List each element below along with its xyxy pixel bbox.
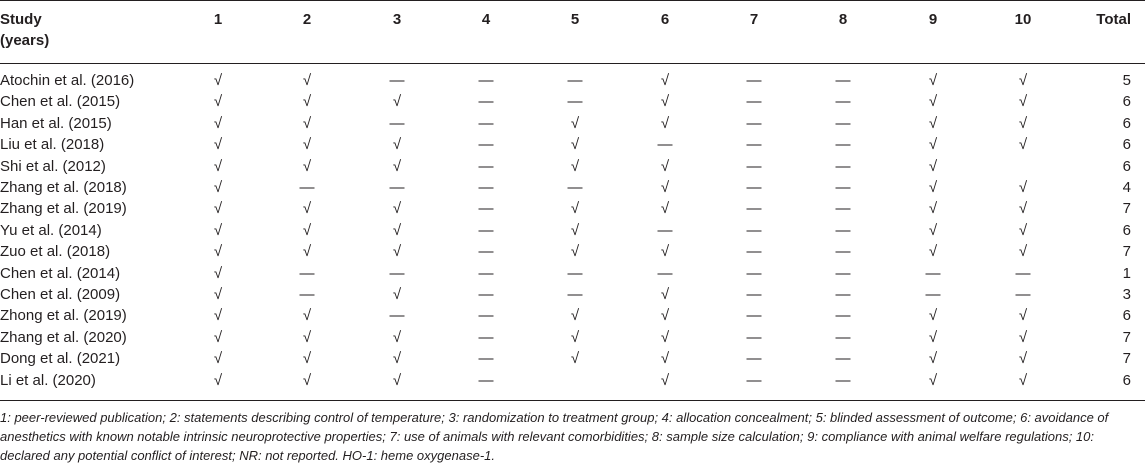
- table-header-rule: [0, 63, 1145, 64]
- header-col-5: 5: [570, 11, 580, 28]
- criterion-mark: —: [567, 179, 583, 196]
- criterion-mark: √: [213, 221, 223, 239]
- criterion-mark: √: [302, 221, 312, 239]
- criterion-mark: —: [835, 350, 851, 368]
- criterion-mark: —: [746, 136, 762, 154]
- criterion-mark: √: [1018, 243, 1028, 261]
- criterion-mark: —: [746, 93, 762, 111]
- header-study: Study (years): [0, 11, 50, 49]
- criterion-mark: √: [213, 350, 223, 368]
- criterion-mark: —: [478, 157, 494, 175]
- total-score: 6: [1122, 157, 1131, 175]
- criterion-mark: √: [392, 200, 402, 218]
- total-score: 1: [1122, 264, 1131, 282]
- criterion-mark: —: [835, 286, 851, 303]
- criterion-mark: √: [928, 179, 938, 196]
- criterion-mark: —: [746, 243, 762, 261]
- criterion-mark: √: [1018, 350, 1028, 368]
- study-name: Atochin et al. (2016): [0, 72, 135, 89]
- header-col-1: 1: [213, 11, 223, 28]
- criterion-mark: √: [660, 371, 670, 389]
- criterion-mark: —: [478, 371, 494, 389]
- criterion-mark: —: [389, 264, 405, 282]
- criterion-mark: √: [1018, 371, 1028, 389]
- criterion-mark: √: [660, 286, 670, 303]
- table-row: [0, 113, 1145, 134]
- criterion-mark: —: [478, 136, 494, 154]
- study-name: Zhang et al. (2020): [0, 328, 127, 346]
- criterion-mark: √: [213, 328, 223, 346]
- criterion-mark: —: [478, 221, 494, 239]
- criterion-mark: √: [570, 221, 580, 239]
- criterion-mark: √: [570, 350, 580, 368]
- criterion-mark: √: [213, 157, 223, 175]
- criterion-mark: √: [392, 157, 402, 175]
- criterion-mark: —: [746, 286, 762, 303]
- criterion-mark: —: [478, 179, 494, 196]
- criterion-mark: —: [925, 264, 941, 282]
- study-name: Li et al. (2020): [0, 371, 96, 389]
- criterion-mark: —: [567, 286, 583, 303]
- criterion-mark: √: [302, 307, 312, 325]
- criterion-mark: √: [213, 243, 223, 261]
- table-row: [0, 327, 1145, 348]
- study-name: Zuo et al. (2018): [0, 243, 111, 261]
- criterion-mark: √: [302, 136, 312, 154]
- criterion-mark: —: [389, 307, 405, 325]
- header-total: Total: [1096, 11, 1131, 28]
- criterion-mark: √: [213, 72, 223, 89]
- criterion-mark: √: [928, 72, 938, 89]
- criterion-mark: —: [389, 114, 405, 132]
- criterion-mark: √: [302, 114, 312, 132]
- criterion-mark: —: [746, 72, 762, 89]
- criterion-mark: √: [570, 157, 580, 175]
- criterion-mark: √: [660, 179, 670, 196]
- table-row: [0, 241, 1145, 262]
- criterion-mark: √: [928, 200, 938, 218]
- criterion-mark: —: [746, 264, 762, 282]
- total-score: 7: [1122, 200, 1131, 218]
- criterion-mark: √: [928, 307, 938, 325]
- criterion-mark: √: [213, 200, 223, 218]
- study-name: Dong et al. (2021): [0, 350, 121, 368]
- study-name: Zhong et al. (2019): [0, 307, 127, 325]
- criterion-mark: —: [746, 179, 762, 196]
- criterion-mark: —: [478, 264, 494, 282]
- criterion-mark: —: [746, 307, 762, 325]
- criterion-mark: √: [928, 243, 938, 261]
- criterion-mark: √: [213, 93, 223, 111]
- criterion-mark: —: [835, 157, 851, 175]
- criterion-mark: —: [835, 93, 851, 111]
- table-row: [0, 348, 1145, 369]
- criterion-mark: √: [213, 286, 223, 303]
- criterion-mark: √: [213, 179, 223, 196]
- total-score: 6: [1122, 93, 1131, 111]
- criterion-mark: —: [835, 371, 851, 389]
- header-col-3: 3: [392, 11, 402, 28]
- study-name: Chen et al. (2014): [0, 264, 121, 282]
- criterion-mark: √: [660, 157, 670, 175]
- criterion-mark: √: [660, 328, 670, 346]
- criterion-mark: —: [746, 221, 762, 239]
- criterion-mark: √: [1018, 93, 1028, 111]
- table-row: [0, 198, 1145, 219]
- table-row: [0, 177, 1145, 198]
- header-col-8: 8: [838, 11, 848, 28]
- criterion-mark: √: [1018, 114, 1028, 132]
- criterion-mark: √: [302, 371, 312, 389]
- criterion-mark: —: [746, 350, 762, 368]
- criterion-mark: √: [570, 243, 580, 261]
- criterion-mark: —: [478, 200, 494, 218]
- criterion-mark: √: [1018, 200, 1028, 218]
- criterion-mark: √: [1018, 328, 1028, 346]
- criterion-mark: √: [928, 371, 938, 389]
- study-name: Chen et al. (2015): [0, 93, 121, 111]
- table-row: [0, 70, 1145, 91]
- criterion-mark: —: [299, 286, 315, 303]
- criterion-mark: —: [478, 350, 494, 368]
- criterion-mark: —: [835, 200, 851, 218]
- criterion-mark: —: [389, 72, 405, 89]
- total-score: 6: [1122, 307, 1131, 325]
- criterion-mark: —: [746, 200, 762, 218]
- criterion-mark: —: [835, 307, 851, 325]
- criterion-mark: √: [660, 114, 670, 132]
- header-col-9: 9: [928, 11, 938, 28]
- criterion-mark: —: [478, 307, 494, 325]
- criterion-mark: —: [1015, 286, 1031, 303]
- criterion-mark: √: [570, 307, 580, 325]
- criterion-mark: √: [928, 221, 938, 239]
- header-col-4: 4: [481, 11, 491, 28]
- criterion-mark: √: [660, 243, 670, 261]
- study-name: Han et al. (2015): [0, 114, 112, 132]
- criterion-mark: √: [928, 114, 938, 132]
- criterion-mark: —: [835, 243, 851, 261]
- table-row: [0, 220, 1145, 241]
- criterion-mark: √: [1018, 307, 1028, 325]
- criterion-mark: —: [835, 114, 851, 132]
- criterion-mark: √: [213, 114, 223, 132]
- study-name: Yu et al. (2014): [0, 221, 102, 239]
- criterion-mark: —: [835, 179, 851, 196]
- criterion-mark: √: [302, 328, 312, 346]
- table-bottom-rule: [0, 400, 1145, 401]
- header-col-10: 10: [1014, 11, 1032, 28]
- criterion-mark: √: [392, 286, 402, 303]
- criterion-mark: √: [1018, 221, 1028, 239]
- criterion-mark: √: [928, 157, 938, 175]
- criterion-mark: —: [478, 114, 494, 132]
- criterion-mark: √: [302, 93, 312, 111]
- criterion-mark: —: [478, 72, 494, 89]
- criterion-mark: √: [392, 350, 402, 368]
- total-score: 7: [1122, 243, 1131, 261]
- total-score: 7: [1122, 328, 1131, 346]
- criterion-mark: √: [302, 243, 312, 261]
- table-row: [0, 370, 1145, 391]
- table-row: [0, 91, 1145, 112]
- criterion-mark: —: [657, 264, 673, 282]
- criterion-mark: —: [835, 136, 851, 154]
- criterion-mark: —: [299, 179, 315, 196]
- criterion-mark: √: [928, 136, 938, 154]
- criterion-mark: √: [213, 371, 223, 389]
- header-col-7: 7: [749, 11, 759, 28]
- criterion-mark: √: [660, 350, 670, 368]
- criterion-mark: √: [660, 307, 670, 325]
- criterion-mark: —: [567, 72, 583, 89]
- criterion-mark: —: [657, 221, 673, 239]
- criterion-mark: √: [213, 136, 223, 154]
- criterion-mark: —: [567, 264, 583, 282]
- criterion-mark: —: [746, 328, 762, 346]
- criterion-mark: √: [392, 371, 402, 389]
- total-score: 7: [1122, 350, 1131, 368]
- total-score: 6: [1122, 136, 1131, 154]
- total-score: 4: [1122, 179, 1131, 196]
- study-name: Zhang et al. (2019): [0, 200, 127, 218]
- total-score: 6: [1122, 371, 1131, 389]
- criterion-mark: √: [302, 350, 312, 368]
- total-score: 6: [1122, 221, 1131, 239]
- study-name: Shi et al. (2012): [0, 157, 106, 175]
- table-row: [0, 284, 1145, 305]
- criterion-mark: √: [302, 72, 312, 89]
- criterion-mark: √: [570, 114, 580, 132]
- criterion-mark: —: [657, 136, 673, 154]
- criterion-mark: —: [299, 264, 315, 282]
- criterion-mark: —: [389, 179, 405, 196]
- table-row: [0, 134, 1145, 155]
- table-footnote: 1: peer-reviewed publication; 2: statements describing control of temperature; 3: randomization to treatment group; 4: allocation concealment; 5: blinded assessment of outcome; 6: avoidance of anesthetics with known notable intrinsic neuroprotective properties; 7: use of animals with relevant comorbidities; 8: sample size calculation; 9: compliance with animal welfare regulations; 10: declared any potential conflict of interest; NR: not reported. HO-1: heme oxygenase-1.: [0, 410, 1109, 463]
- header-col-6: 6: [660, 11, 670, 28]
- criterion-mark: —: [746, 157, 762, 175]
- criterion-mark: —: [478, 93, 494, 111]
- criterion-mark: —: [835, 328, 851, 346]
- table-row: [0, 263, 1145, 284]
- criterion-mark: √: [660, 200, 670, 218]
- criterion-mark: √: [660, 72, 670, 89]
- criterion-mark: √: [302, 200, 312, 218]
- criterion-mark: √: [302, 157, 312, 175]
- criterion-mark: √: [392, 243, 402, 261]
- criterion-mark: √: [392, 221, 402, 239]
- criterion-mark: √: [392, 136, 402, 154]
- criterion-mark: √: [570, 136, 580, 154]
- criterion-mark: —: [478, 243, 494, 261]
- study-name: Liu et al. (2018): [0, 136, 105, 154]
- criterion-mark: √: [1018, 136, 1028, 154]
- criterion-mark: —: [746, 371, 762, 389]
- total-score: 6: [1122, 114, 1131, 132]
- criterion-mark: √: [1018, 72, 1028, 89]
- header-col-2: 2: [302, 11, 312, 28]
- criterion-mark: —: [1015, 264, 1031, 282]
- criterion-mark: —: [835, 72, 851, 89]
- criterion-mark: √: [213, 264, 223, 282]
- study-name: Chen et al. (2009): [0, 286, 121, 303]
- study-name: Zhang et al. (2018): [0, 179, 127, 196]
- criterion-mark: —: [478, 286, 494, 303]
- criterion-mark: —: [567, 93, 583, 111]
- criterion-mark: √: [928, 93, 938, 111]
- table-row: [0, 156, 1145, 177]
- criterion-mark: √: [570, 200, 580, 218]
- criterion-mark: —: [925, 286, 941, 303]
- criterion-mark: √: [570, 328, 580, 346]
- criterion-mark: √: [928, 328, 938, 346]
- criterion-mark: —: [835, 221, 851, 239]
- criterion-mark: √: [213, 307, 223, 325]
- criterion-mark: √: [1018, 179, 1028, 196]
- criterion-mark: √: [928, 350, 938, 368]
- criterion-mark: √: [392, 93, 402, 111]
- criterion-mark: —: [746, 114, 762, 132]
- table-top-rule: [0, 0, 1145, 1]
- criterion-mark: —: [478, 328, 494, 346]
- criterion-mark: —: [835, 264, 851, 282]
- total-score: 5: [1122, 72, 1131, 89]
- table-row: [0, 305, 1145, 326]
- criterion-mark: √: [392, 328, 402, 346]
- criterion-mark: √: [660, 93, 670, 111]
- total-score: 3: [1122, 286, 1131, 303]
